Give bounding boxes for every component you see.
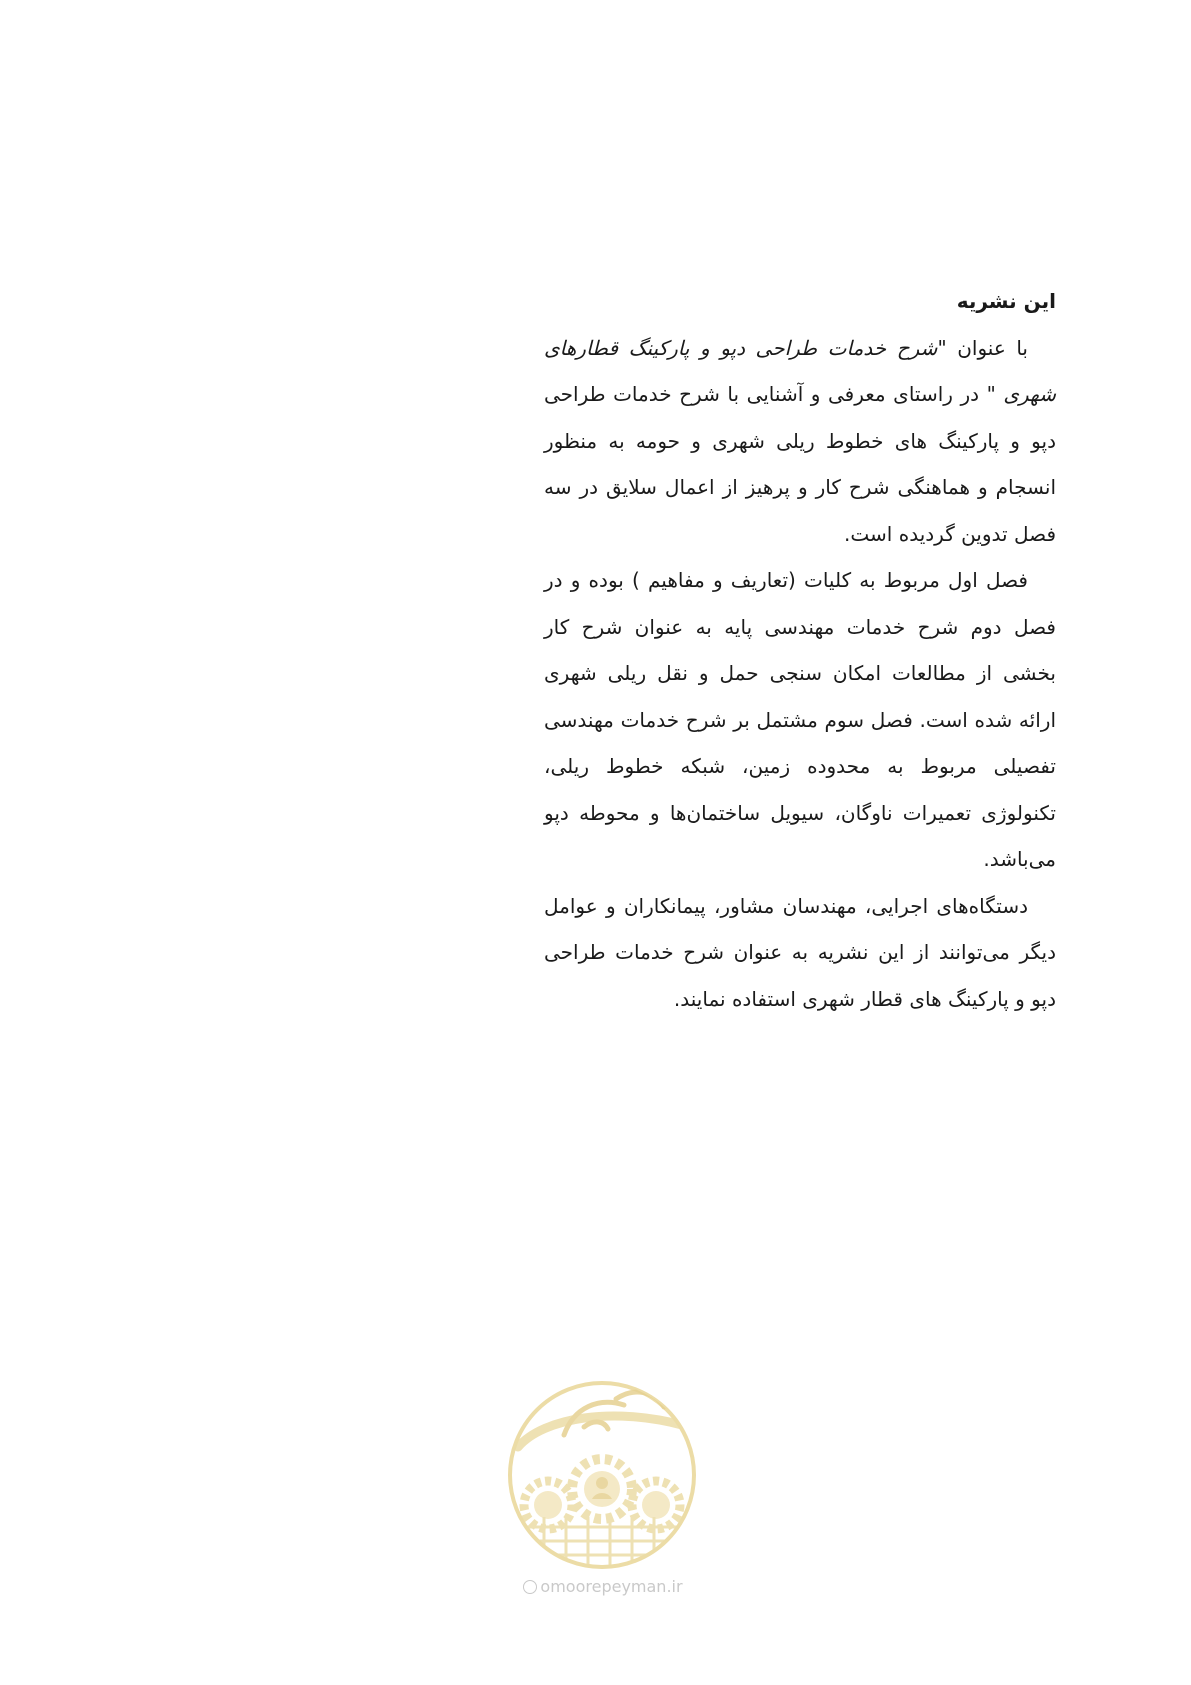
paragraph-intro [544, 325, 1056, 558]
paragraph-intro-lead: با عنوان " [937, 335, 1028, 360]
publication-title: شرح خدمات طراحی دپو و پارکینگ قطارهای شهری [544, 335, 1056, 406]
section-heading: این نشریه [956, 289, 1056, 313]
watermark-logo [504, 1377, 700, 1573]
watermark-url-text: omoorepeyman.ir [540, 1577, 683, 1596]
paragraph-intro-rest: " در راستای معرفی و آشنایی با شرح خدمات طراحی دپو و پارکینگ های خطوط ریلی شهری و حومه به منظور انسجام و هماهنگی شرح کار و پرهیز از اعمال سلایق در سه فصل تدوین گردیده است. [544, 382, 1056, 546]
paragraph-chapters: فصل اول مربوط به کلیات (تعاریف و مفاهیم ) بوده و در فصل دوم شرح خدمات مهندسی پایه به عنوان شرح کار بخشی از مطالعات امکان سنجی حمل و نقل ریلی شهری ارائه شده است. فصل سوم مشتمل بر شرح خدمات مهندسی تفصیلی مربوط به محدوده زمین، شبکه خطوط ریلی، تکنولوژی تعمیرات ناوگان، سیویل ساختمان‌ها و محوطه دپو می‌باشد. [544, 568, 1056, 871]
globe-icon [523, 1580, 537, 1594]
watermark-url [518, 1574, 688, 1600]
document-body [544, 278, 1056, 1022]
paragraph-audience: دستگاه‌های اجرایی، مهندسان مشاور، پیمانکاران و عوامل دیگر می‌توانند از این نشریه به عنوان شرح خدمات طراحی دپو و پارکینگ های قطار شهری استفاده نمایند. [544, 893, 1056, 1011]
